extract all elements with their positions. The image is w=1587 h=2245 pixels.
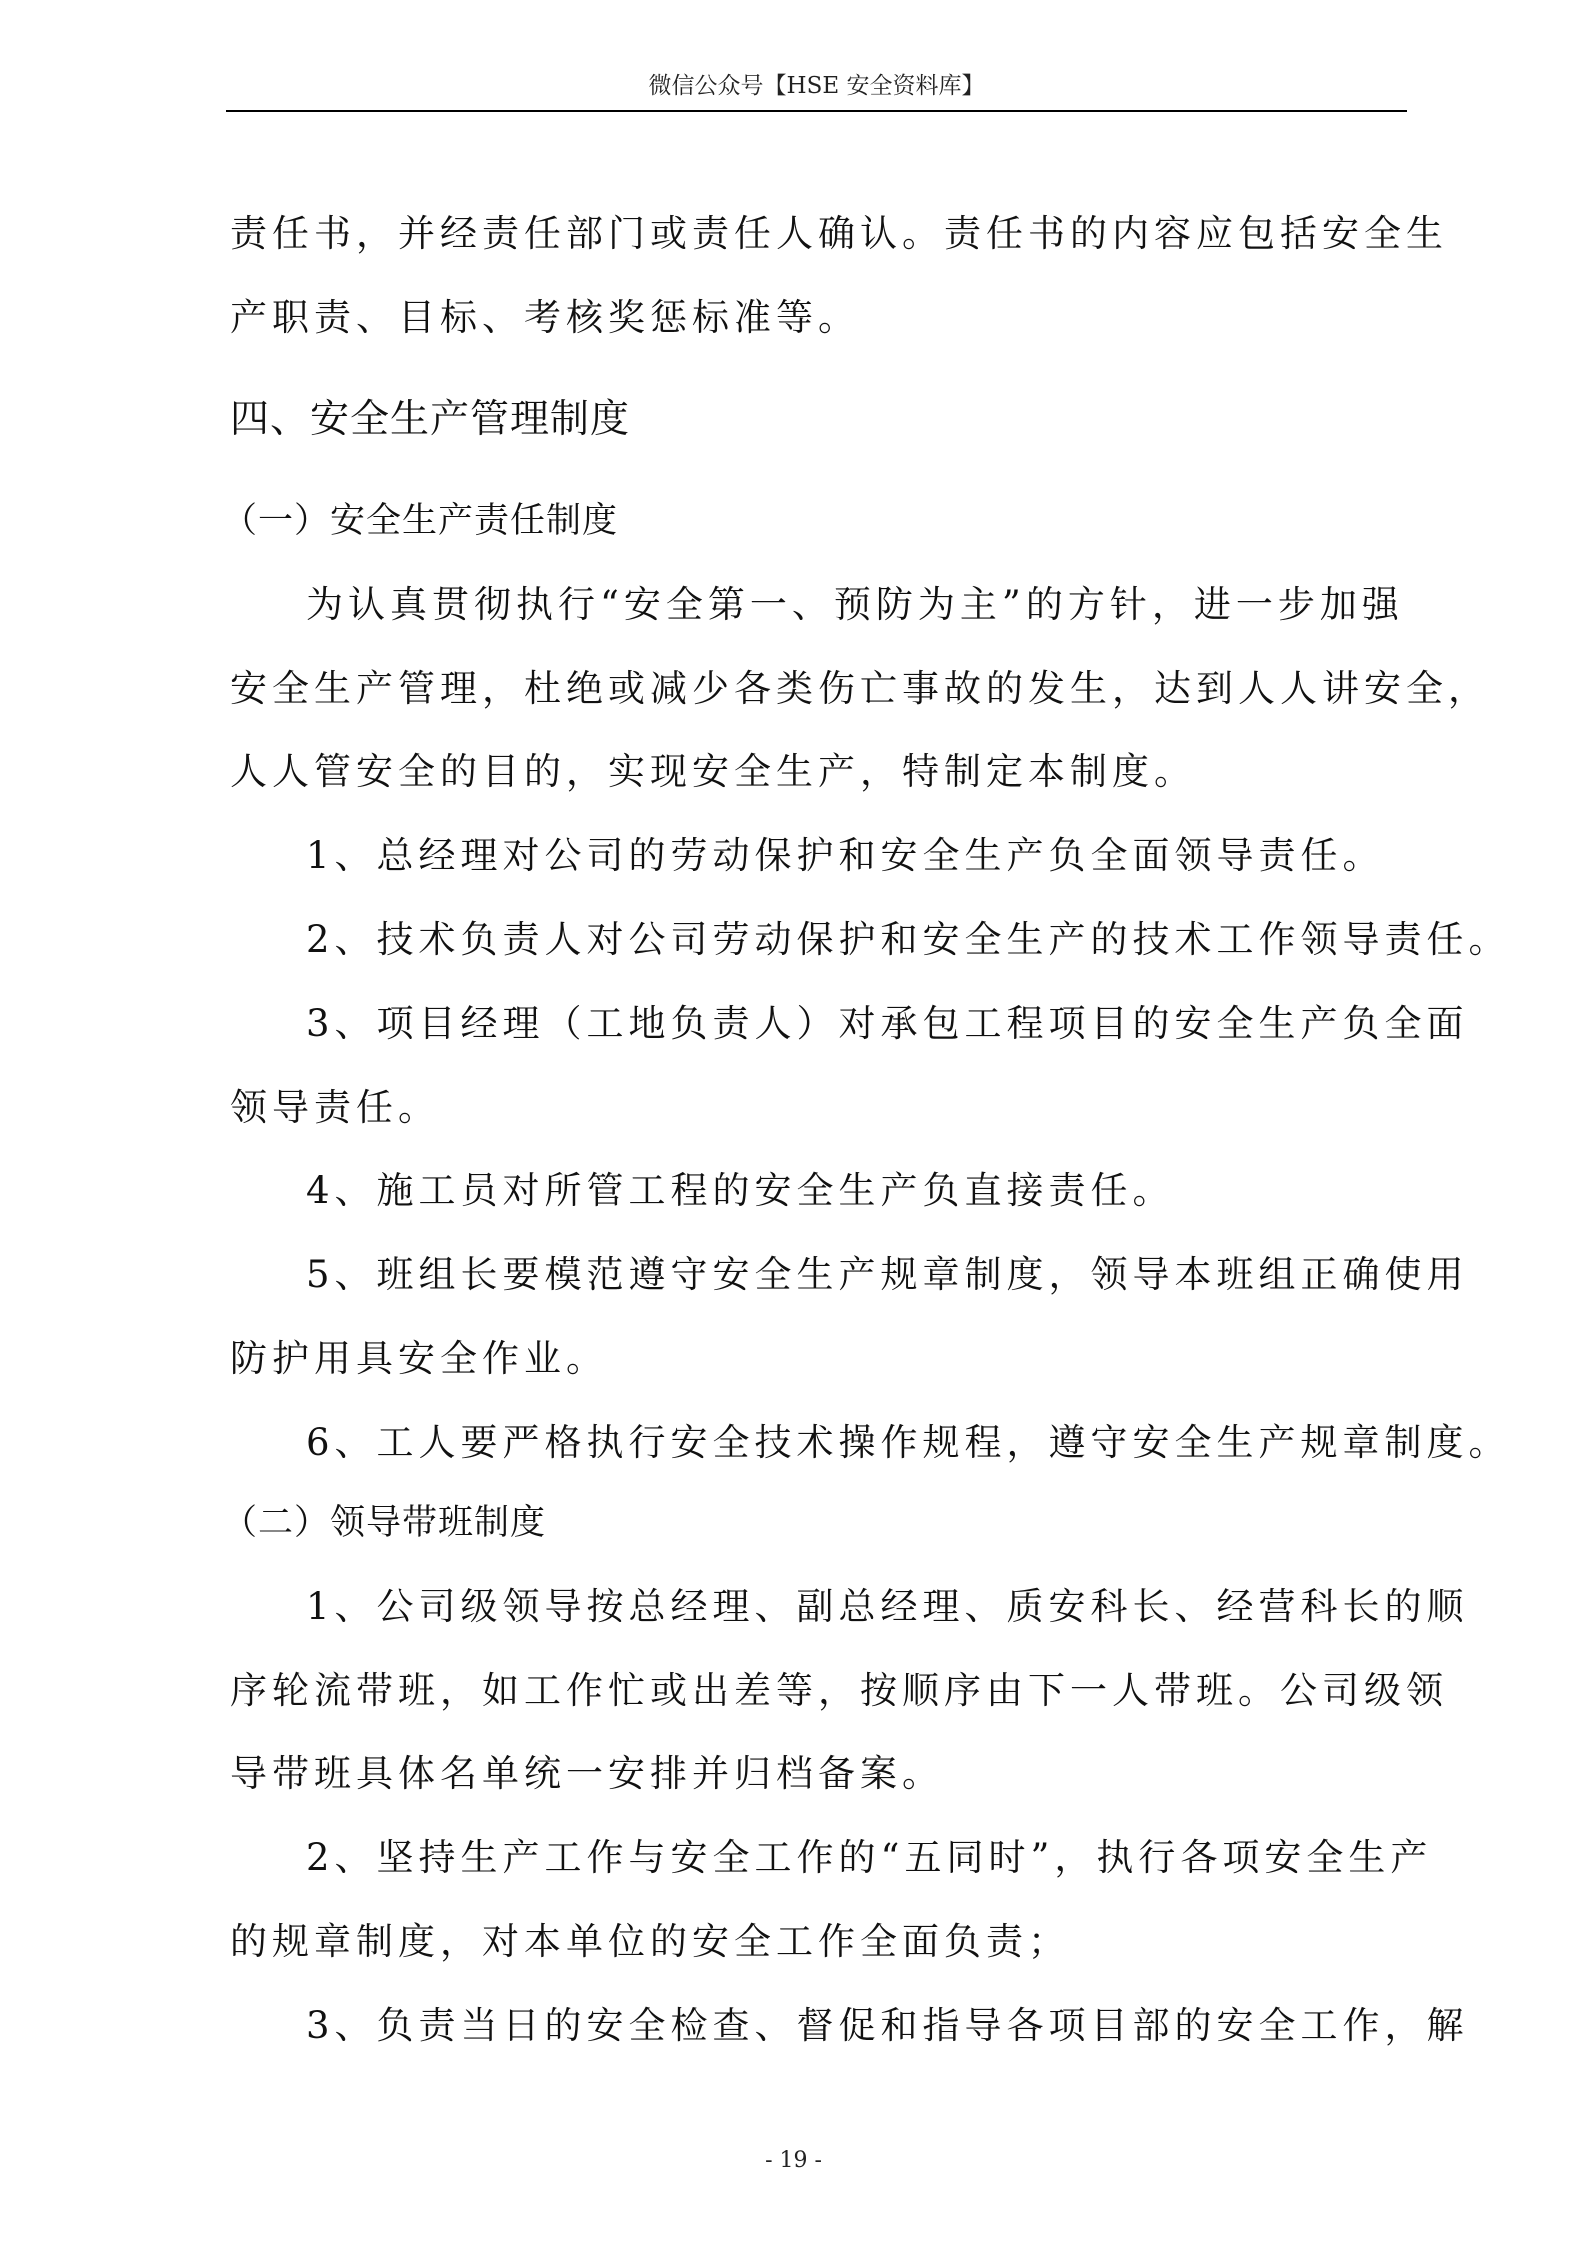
paragraph-line: 的规章制度，对本单位的安全工作全面负责； (230, 1920, 1070, 1963)
page-number: - 19 - (765, 2148, 822, 2173)
section-heading: 四、安全生产管理制度 (230, 397, 631, 442)
list-item: 4、施工员对所管工程的安全生产负直接责任。 (306, 1169, 1175, 1212)
page-header: 微信公众号【HSE 安全资料库】 (648, 73, 985, 99)
list-item: 6、工人要严格执行安全技术操作规程，遵守安全生产规章制度。 (306, 1421, 1511, 1464)
paragraph-line: 产职责、目标、考核奖惩标准等。 (230, 296, 860, 339)
list-item: 3、负责当日的安全检查、督促和指导各项目部的安全工作，解 (306, 2004, 1469, 2047)
subsection-heading: （一）安全生产责任制度 (222, 501, 619, 541)
paragraph-line: 安全生产管理，杜绝或减少各类伤亡事故的发生，达到人人讲安全， (230, 667, 1490, 710)
paragraph-line: 责任书，并经责任部门或责任人确认。责任书的内容应包括安全生 (230, 212, 1448, 255)
paragraph-line: 导带班具体名单统一安排并归档备案。 (230, 1752, 944, 1795)
list-item: 1、总经理对公司的劳动保护和安全生产负全面领导责任。 (306, 834, 1385, 877)
paragraph-line: 领导责任。 (230, 1086, 440, 1129)
list-item: 2、技术负责人对公司劳动保护和安全生产的技术工作领导责任。 (306, 918, 1511, 961)
list-item: 2、坚持生产工作与安全工作的“五同时”，执行各项安全生产 (306, 1836, 1433, 1879)
list-item: 3、项目经理（工地负责人）对承包工程项目的安全生产负全面 (306, 1002, 1469, 1045)
list-item: 1、公司级领导按总经理、副总经理、质安科长、经营科长的顺 (306, 1585, 1469, 1628)
paragraph-line: 为认真贯彻执行“安全第一、预防为主”的方针，进一步加强 (306, 583, 1404, 626)
header-divider (226, 110, 1407, 112)
paragraph-line: 人人管安全的目的，实现安全生产，特制定本制度。 (230, 750, 1196, 793)
subsection-heading: （二）领导带班制度 (222, 1503, 547, 1543)
paragraph-line: 序轮流带班，如工作忙或出差等，按顺序由下一人带班。公司级领 (230, 1669, 1448, 1712)
list-item: 5、班组长要模范遵守安全生产规章制度，领导本班组正确使用 (306, 1253, 1469, 1296)
paragraph-line: 防护用具安全作业。 (230, 1337, 608, 1380)
